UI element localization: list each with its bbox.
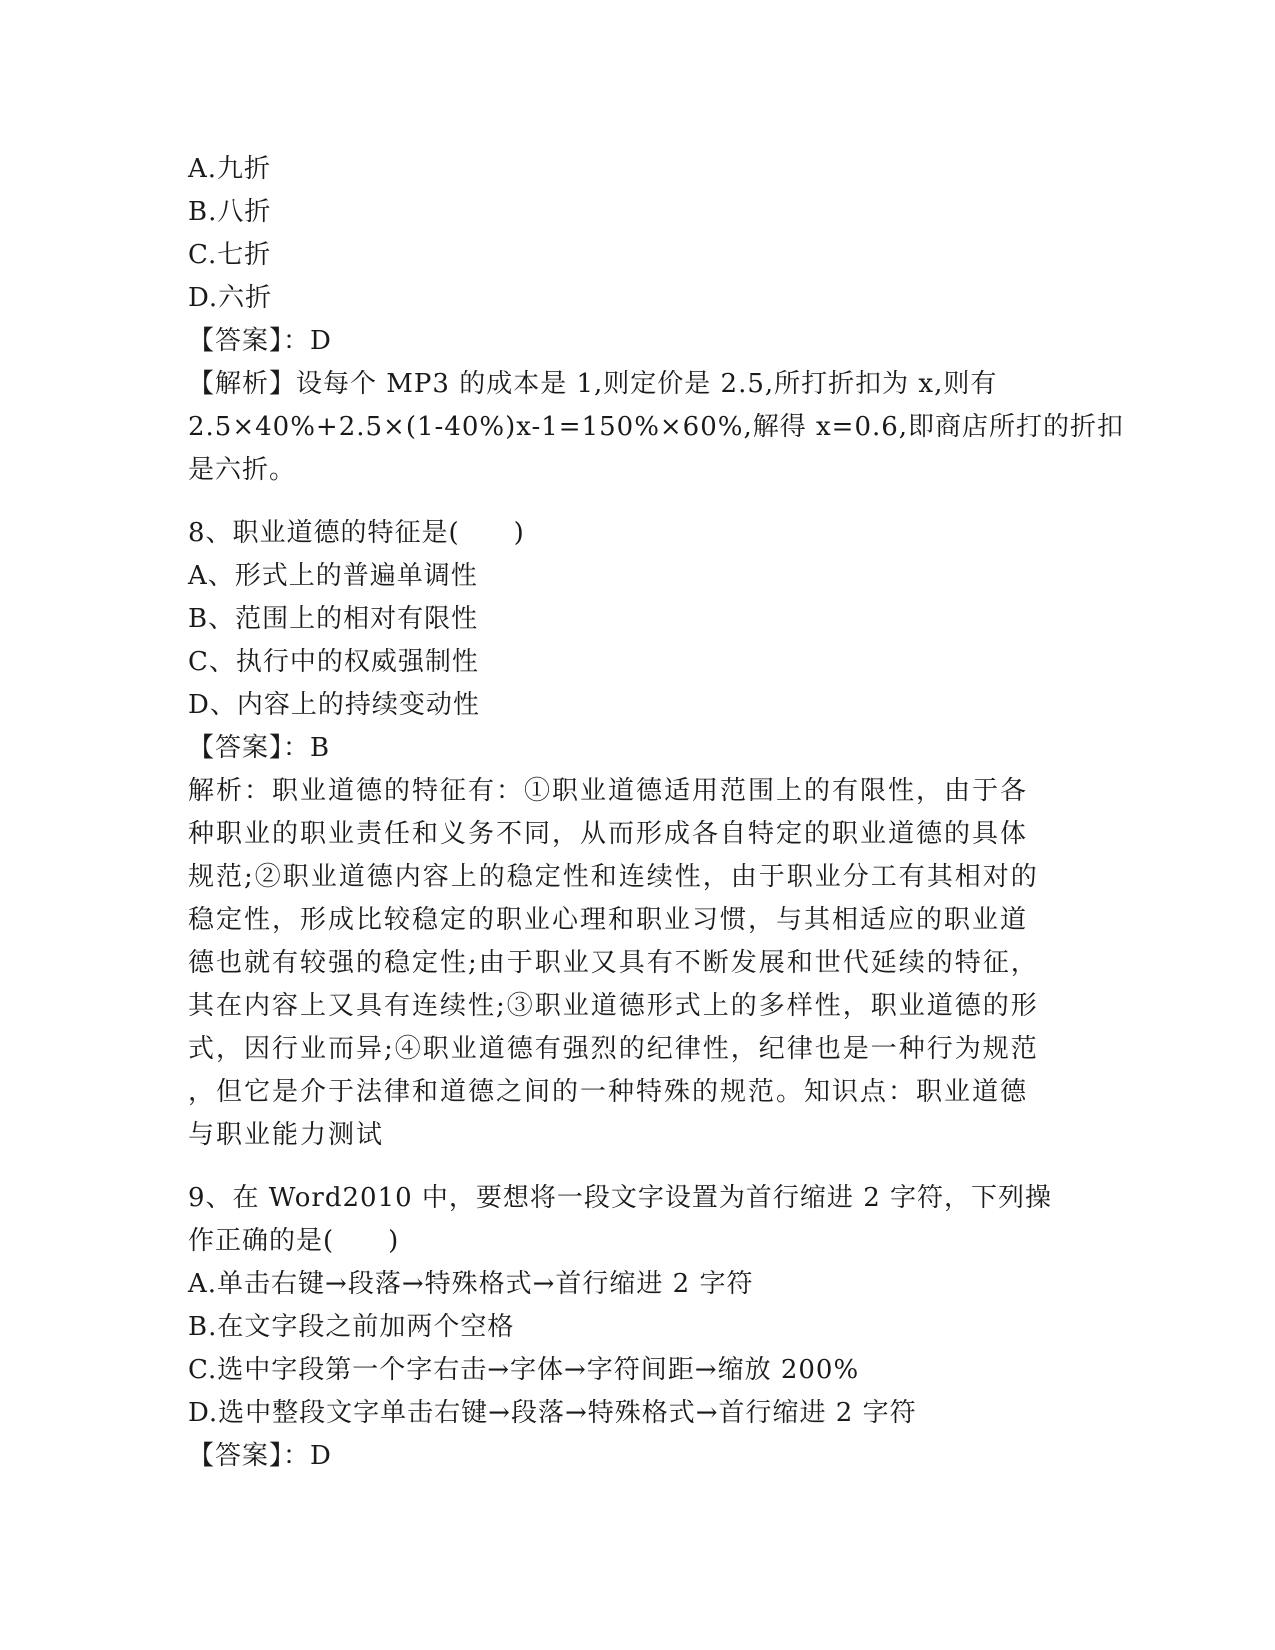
analysis-line: 稳定性，形成比较稳定的职业心理和职业习惯，与其相适应的职业道 bbox=[188, 905, 1029, 935]
option-b: B、范围上的相对有限性 bbox=[188, 604, 479, 634]
question-text: 作正确的是( ) bbox=[188, 1226, 400, 1256]
analysis-line: 是六折。 bbox=[188, 455, 297, 485]
answer: 【答案】：D bbox=[188, 326, 332, 356]
option-c: C.选中字段第一个字右击→字体→字符间距→缩放 200% bbox=[188, 1355, 860, 1385]
answer: 【答案】：D bbox=[188, 1441, 332, 1471]
analysis-line: 其在内容上又具有连续性;③职业道德形式上的多样性，职业道德的形 bbox=[188, 991, 1039, 1021]
analysis-line: 解析：职业道德的特征有：①职业道德适用范围上的有限性，由于各 bbox=[188, 776, 1029, 806]
analysis-line: 种职业的职业责任和义务不同，从而形成各自特定的职业道德的具体 bbox=[188, 819, 1029, 849]
analysis-line: 式，因行业而异;④职业道德有强烈的纪律性，纪律也是一种行为规范 bbox=[188, 1034, 1039, 1064]
document-content bbox=[188, 148, 1125, 1478]
option-d: D.六折 bbox=[188, 283, 273, 313]
option-a: A.单击右键→段落→特殊格式→首行缩进 2 字符 bbox=[188, 1269, 754, 1299]
option-b: B.在文字段之前加两个空格 bbox=[188, 1312, 515, 1342]
option-c: C.七折 bbox=[188, 240, 272, 270]
analysis-line: 2.5×40%+2.5×(1-40%)x-1=150%×60%,解得 x=0.6,即商店所打的折扣 bbox=[188, 412, 1125, 442]
analysis-line: 【解析】设每个 MP3 的成本是 1,则定价是 2.5,所打折扣为 x,则有 bbox=[188, 369, 998, 399]
analysis-line: 规范;②职业道德内容上的稳定性和连续性，由于职业分工有其相对的 bbox=[188, 862, 1039, 892]
option-c: C、执行中的权威强制性 bbox=[188, 647, 479, 677]
answer: 【答案】：B bbox=[188, 733, 331, 763]
analysis-line: 与职业能力测试 bbox=[188, 1120, 385, 1150]
question-text: 9、在 Word2010 中，要想将一段文字设置为首行缩进 2 字符，下列操 bbox=[188, 1183, 1052, 1213]
question-9-block bbox=[188, 1177, 1088, 1478]
option-b: B.八折 bbox=[188, 197, 272, 227]
option-a: A.九折 bbox=[188, 154, 272, 184]
question-text: 8、职业道德的特征是( ) bbox=[188, 518, 525, 548]
option-d: D、内容上的持续变动性 bbox=[188, 690, 480, 720]
analysis-paragraph bbox=[188, 770, 1088, 1157]
analysis-line: ，但它是介于法律和道德之间的一种特殊的规范。知识点：职业道德 bbox=[188, 1077, 1029, 1107]
question-8-block bbox=[188, 512, 1088, 1157]
option-d: D.选中整段文字单击右键→段落→特殊格式→首行缩进 2 字符 bbox=[188, 1398, 917, 1428]
analysis-line: 德也就有较强的稳定性;由于职业又具有不断发展和世代延续的特征， bbox=[188, 948, 1039, 978]
question-7-block bbox=[188, 148, 1125, 492]
option-a: A、形式上的普遍单调性 bbox=[188, 561, 478, 591]
